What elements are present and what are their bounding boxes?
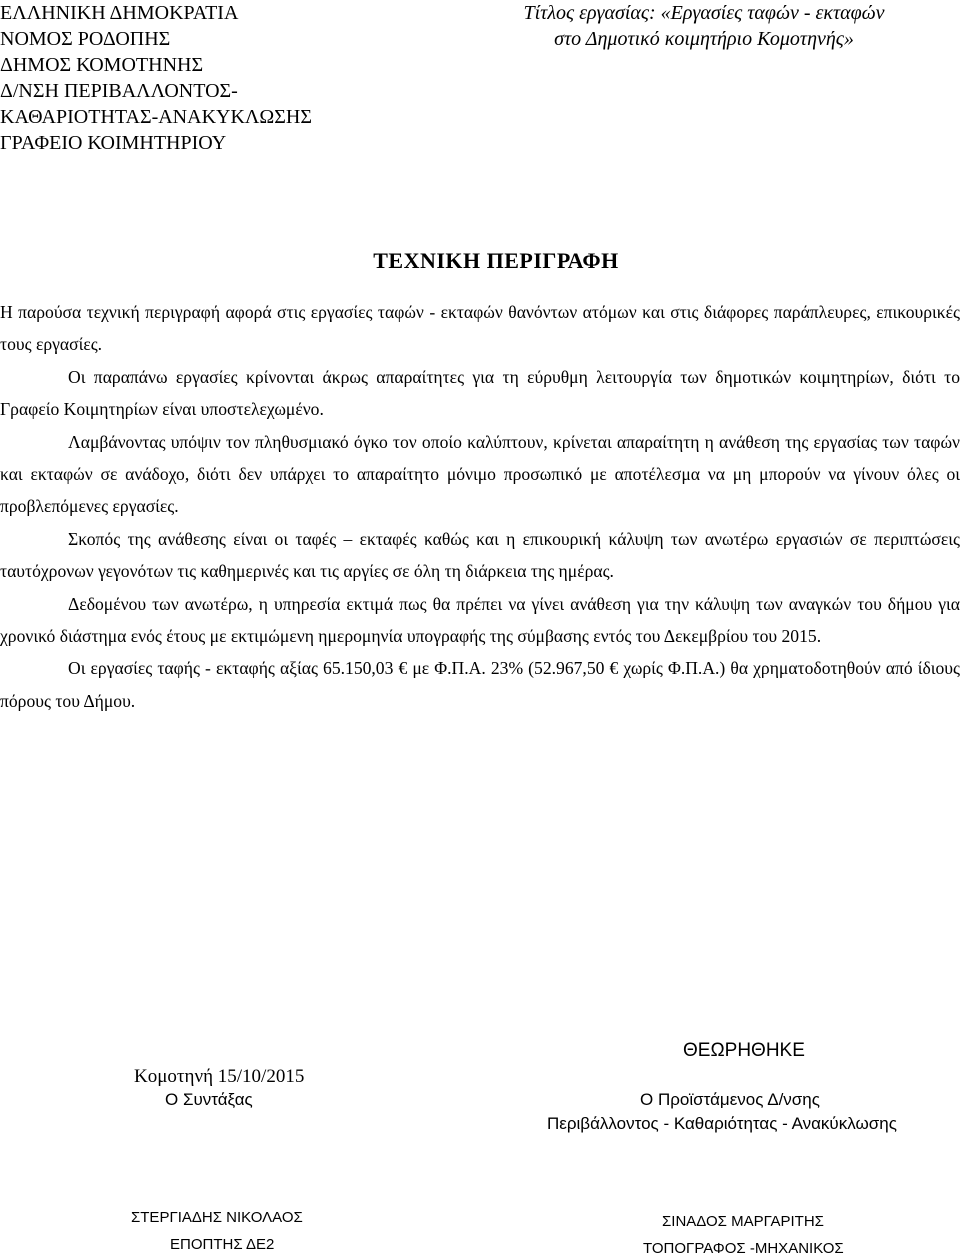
document-title: ΤΕΧΝΙΚΗ ΠΕΡΙΓΡΑΦΗ [373,248,619,273]
issuer-line-country: ΕΛΛΗΝΙΚΗ ΔΗΜΟΚΡΑΤΙΑ [0,2,239,24]
work-title-line-2: στο Δημοτικό κοιμητήριο Κομοτηνής» [554,28,854,50]
document-body [0,296,960,717]
paragraph-scope: Η παρούσα τεχνική περιγραφή αφορά στις εργασίες ταφών - εκταφών θανόντων ατόμων και στις διάφορες παράπλευρες, επικουρικές τους εργασίες. [0,302,960,355]
signer-2-name: ΣΙΝΑΔΟΣ ΜΑΡΓΑΡΙΤΗΣ [662,1213,824,1230]
signer-1-name: ΣΤΕΡΓΙΑΔΗΣ ΝΙΚΟΛΑΟΣ [131,1209,303,1226]
paragraph-contractor: Λαμβάνοντας υπόψιν τον πληθυσμιακό όγκο τον οποίο καλύπτουν, κρίνεται απαραίτητη η ανάθεση της εργασίας των ταφών και εκταφών σε ανάδοχο, διότι δεν υπάρχει το απαραίτητο μόνιμο προσωπικό με αποτέλεσμα να μη μπορούν να γίνουν όλες οι προβλεπόμενες εργασίες. [0,431,960,517]
director-label: Ο Προϊστάμενος Δ/νσης [640,1090,820,1109]
issuer-line-prefecture: ΝΟΜΟΣ ΡΟΔΟΠΗΣ [0,28,171,50]
paragraph-duration: Δεδομένου των ανωτέρω, η υπηρεσία εκτιμά πως θα πρέπει να γίνει ανάθεση για την κάλυψη των αναγκών του δήμου για χρονικό διάστημα ενός έτους με εκτιμώμενη ημερομηνία υπογραφής της σύμβασης εντός του Δεκεμβρίου του 2015. [0,593,960,647]
issuer-line-directorate-cont: ΚΑΘΑΡΙΟΤΗΤΑΣ-ΑΝΑΚΥΚΛΩΣΗΣ [0,106,312,128]
approved-label: ΘΕΩΡΗΘΗΚΕ [683,1040,805,1061]
issuer-line-municipality: ΔΗΜΟΣ ΚΟΜΟΤΗΝΗΣ [0,54,204,76]
paragraph-necessity: Οι παραπάνω εργασίες κρίνονται άκρως απαραίτητες για τη εύρυθμη λειτουργία των δημοτικών κοιμητηρίων, διότι το Γραφείο Κοιμητηρίων είναι υποστελεχωμένο. [0,366,960,420]
work-title-block [450,0,958,52]
signer-1-role: ΕΠΟΠΤΗΣ ΔΕ2 [170,1236,275,1253]
paragraph-funding: Οι εργασίες ταφής - εκταφής αξίας 65.150,03 € με Φ.Π.Α. 23% (52.967,50 € χωρίς Φ.Π.Α.) θα χρηματοδοτηθούν από ίδιους πόρους του Δήμου. [0,658,960,711]
compiler-label: Ο Συντάξας [165,1090,253,1109]
work-title-line-1: Τίτλος εργασίας: «Εργασίες ταφών - εκταφών [523,2,885,24]
department-label: Περιβάλλοντος - Καθαριότητας - Ανακύκλωσης [547,1114,897,1133]
paragraph-purpose: Σκοπός της ανάθεσης είναι οι ταφές – εκταφές καθώς και η επικουρική κάλυψη των ανωτέρω εργασιών σε περιπτώσεις ταυτόχρονων γεγονότων τις καθημερινές και τις αργίες σε όλη τη διάρκεια της ημέρας. [0,528,960,582]
issuer-line-directorate: Δ/ΝΣΗ ΠΕΡΙΒΑΛΛΟΝΤΟΣ- [0,80,238,102]
signer-2-role: ΤΟΠΟΓΡΑΦΟΣ -ΜΗΧΑΝΙΚΟΣ [643,1240,844,1257]
issuer-block [0,0,312,156]
issuer-line-office: ΓΡΑΦΕΙΟ ΚΟΙΜΗΤΗΡΙΟΥ [0,132,227,154]
place-date: Κομοτηνή 15/10/2015 [134,1066,305,1087]
